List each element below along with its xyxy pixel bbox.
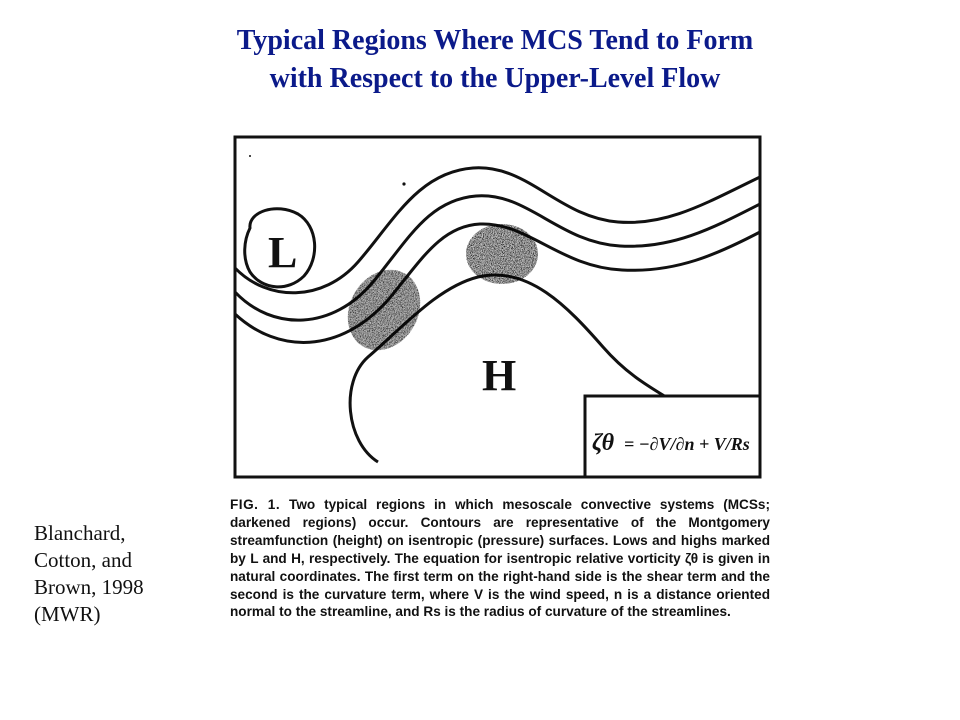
caption-text: Two typical regions in which mesoscale convective systems (MCSs; darkened regions) occur. Contours are representative of the Montgomery streamfunction (height) on isentropic (pressure) surfaces. Lows and highs marked by L and H, respectively. The equation for isentropic relative vorticity ζθ is given in natural coordinates. The first term on the right-hand side is the shear term and the second is the curvature term, where V is the wind speed, n is a distance oriented normal to the streamline, and Rs is the radius of curvature of the streamlines. bbox=[230, 497, 771, 620]
high-label: H bbox=[482, 351, 517, 400]
streamline-figure bbox=[228, 132, 768, 488]
speck-1 bbox=[402, 182, 405, 185]
citation bbox=[34, 520, 224, 628]
caption-label: FIG. 1. bbox=[230, 497, 281, 512]
equation-rhs: = −∂V/∂n + V/Rs bbox=[624, 434, 750, 454]
slide-title-line-2: with Respect to the Upper-Level Flow bbox=[269, 63, 721, 94]
equation-box bbox=[585, 396, 760, 477]
citation-line-2: Cotton, and bbox=[34, 548, 132, 572]
citation-line-3: Brown, 1998 bbox=[34, 575, 144, 599]
mcs-region-right bbox=[466, 224, 538, 284]
slide-title bbox=[0, 22, 960, 98]
figure-caption bbox=[230, 496, 770, 621]
citation-line-1: Blanchard, bbox=[34, 521, 126, 545]
speck-2 bbox=[249, 155, 251, 157]
low-label: L bbox=[268, 228, 298, 277]
citation-line-4: (MWR) bbox=[34, 602, 101, 626]
slide-title-line-1: Typical Regions Where MCS Tend to Form bbox=[236, 25, 754, 56]
equation-lhs: ζθ bbox=[592, 430, 615, 456]
